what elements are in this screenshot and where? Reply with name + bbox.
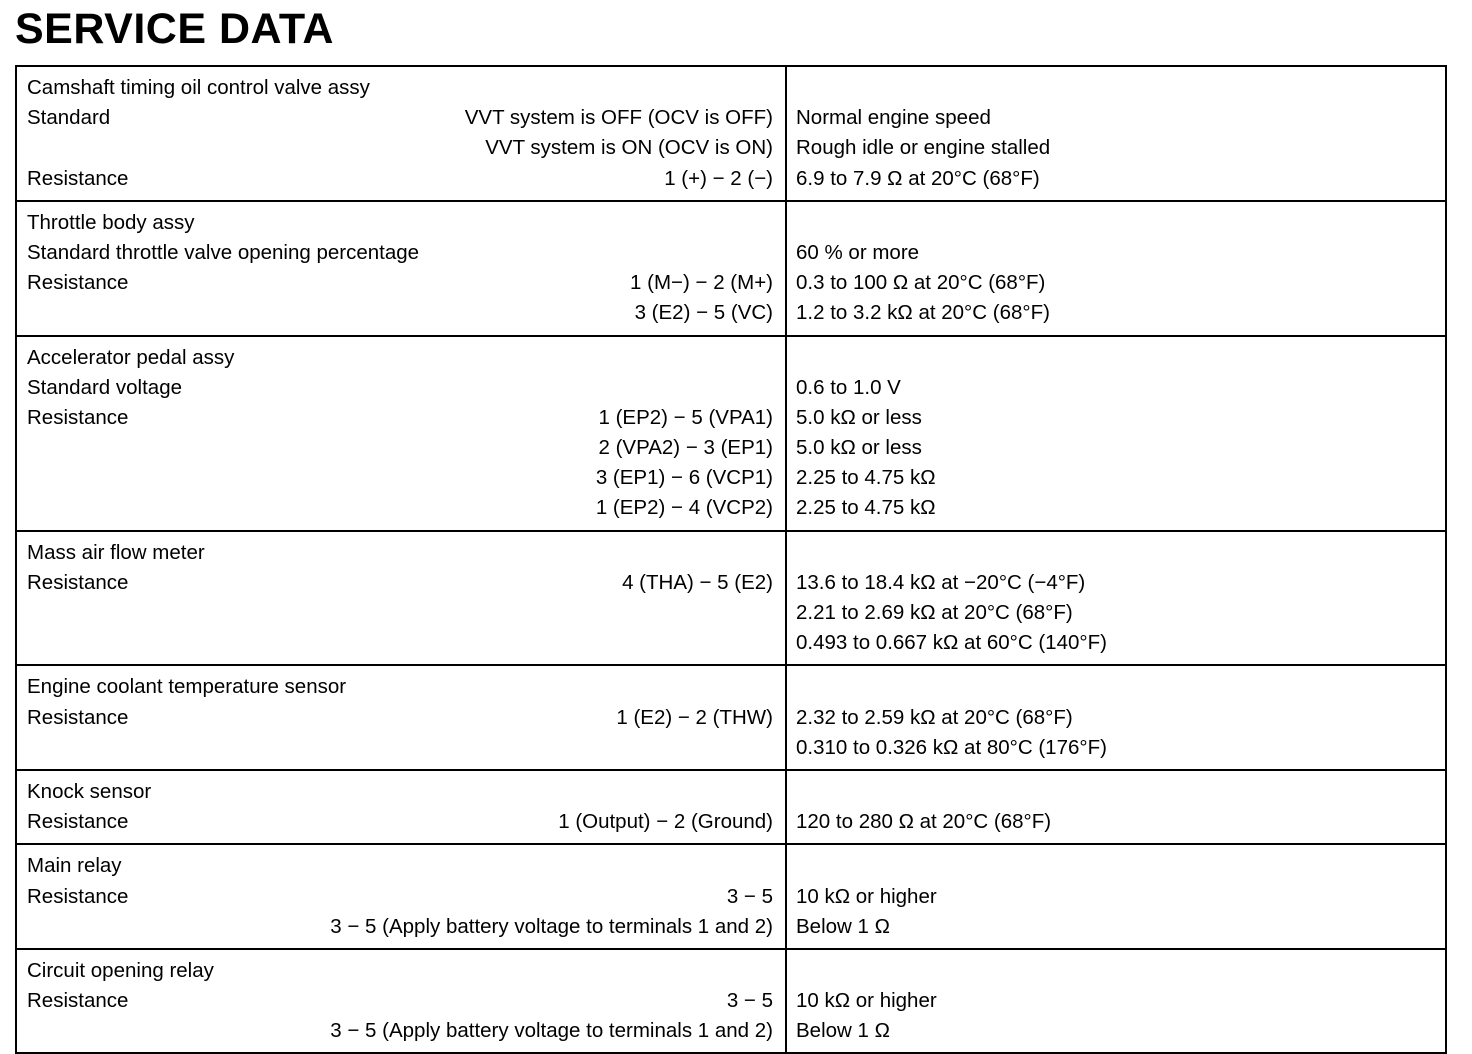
spec-row	[27, 1016, 773, 1046]
spec-value: 2.32 to 2.59 kΩ at 20°C (68°F)	[796, 705, 1073, 729]
spec-row	[27, 956, 773, 986]
test-condition: 4 (THA) − 5 (E2)	[622, 570, 773, 594]
spec-label: Standard throttle valve opening percentage	[27, 240, 420, 264]
spec-value-cell	[786, 201, 1446, 336]
spec-value-cell	[786, 336, 1446, 531]
page-title: SERVICE DATA	[15, 5, 334, 53]
test-condition: 3 (EP1) − 6 (VCP1)	[595, 466, 773, 490]
spec-label: Resistance	[27, 884, 129, 908]
test-condition: 1 (+) − 2 (−)	[664, 166, 773, 190]
spec-row	[27, 463, 773, 493]
component-name: Camshaft timing oil control valve assy	[27, 76, 370, 99]
spec-row	[27, 568, 773, 598]
spec-value: 0.310 to 0.326 kΩ at 80°C (176°F)	[796, 735, 1107, 759]
spec-value	[796, 956, 1433, 986]
spec-row	[27, 238, 773, 268]
spec-value	[796, 343, 1433, 373]
spec-row	[27, 298, 773, 328]
spec-section	[16, 844, 1446, 949]
spec-value: 120 to 280 Ω at 20°C (68°F)	[796, 810, 1052, 834]
spec-value: 0.3 to 100 Ω at 20°C (68°F)	[796, 271, 1046, 295]
spec-value: 0.6 to 1.0 V	[796, 375, 901, 399]
spec-row	[27, 703, 773, 733]
spec-value	[796, 538, 1433, 568]
spec-value-cell	[786, 770, 1446, 844]
spec-value-cell	[786, 66, 1446, 201]
spec-row	[27, 538, 773, 568]
spec-label: Resistance	[27, 405, 129, 429]
component-name: Throttle body assy	[27, 210, 195, 234]
spec-value-cell	[786, 531, 1446, 666]
test-condition: VVT system is ON (OCV is ON)	[485, 136, 773, 160]
component-name: Engine coolant temperature sensor	[27, 675, 347, 699]
test-condition: 3 (E2) − 5 (VC)	[634, 301, 773, 325]
spec-label: Resistance	[27, 810, 129, 834]
spec-row	[27, 672, 773, 702]
spec-value: 10 kΩ or higher	[796, 989, 937, 1013]
test-condition: 3 − 5	[726, 989, 773, 1013]
spec-label: Standard	[27, 106, 111, 130]
spec-row	[27, 598, 773, 628]
spec-section	[16, 201, 1446, 336]
test-condition: 2 (VPA2) − 3 (EP1)	[598, 436, 773, 460]
spec-value	[796, 777, 1433, 807]
spec-value: 5.0 kΩ or less	[796, 436, 922, 460]
spec-value: Below 1 Ω	[796, 914, 890, 938]
spec-value	[796, 851, 1433, 881]
spec-row	[27, 403, 773, 433]
spec-section	[16, 66, 1446, 201]
spec-label: Resistance	[27, 570, 129, 594]
spec-value	[796, 672, 1433, 702]
component-name: Accelerator pedal assy	[27, 345, 235, 369]
spec-item-cell	[16, 336, 786, 531]
spec-value: Below 1 Ω	[796, 1019, 890, 1043]
spec-section	[16, 949, 1446, 1054]
spec-value-cell	[786, 949, 1446, 1054]
spec-value: 13.6 to 18.4 kΩ at −20°C (−4°F)	[796, 570, 1086, 594]
spec-item-cell	[16, 770, 786, 844]
spec-row	[27, 807, 773, 837]
spec-item-cell	[16, 66, 786, 201]
spec-label: Standard voltage	[27, 375, 183, 399]
test-condition: 3 − 5 (Apply battery voltage to terminals 1 and 2)	[330, 1019, 773, 1043]
test-condition: 1 (EP2) − 5 (VPA1)	[598, 405, 773, 429]
spec-row	[27, 73, 773, 103]
spec-row	[27, 164, 773, 194]
spec-value: 2.21 to 2.69 kΩ at 20°C (68°F)	[796, 601, 1073, 624]
spec-row	[27, 882, 773, 912]
test-condition: 1 (Output) − 2 (Ground)	[558, 810, 773, 834]
spec-label: Resistance	[27, 989, 129, 1013]
spec-value: 5.0 kΩ or less	[796, 405, 922, 429]
spec-row	[27, 777, 773, 807]
spec-value: 6.9 to 7.9 Ω at 20°C (68°F)	[796, 166, 1040, 190]
spec-item-cell	[16, 949, 786, 1054]
test-condition: 3 − 5 (Apply battery voltage to terminals 1 and 2)	[330, 914, 773, 938]
spec-label: Resistance	[27, 166, 129, 190]
spec-label: Resistance	[27, 271, 129, 295]
spec-section	[16, 336, 1446, 531]
spec-row	[27, 208, 773, 238]
spec-section	[16, 531, 1446, 666]
spec-value-cell	[786, 665, 1446, 770]
spec-section	[16, 770, 1446, 844]
spec-item-cell	[16, 531, 786, 666]
spec-section	[16, 665, 1446, 770]
test-condition: 1 (E2) − 2 (THW)	[616, 705, 773, 729]
component-name: Main relay	[27, 854, 122, 878]
spec-row	[27, 268, 773, 298]
spec-row	[27, 851, 773, 881]
spec-value	[796, 73, 1433, 103]
test-condition: 1 (M−) − 2 (M+)	[630, 271, 773, 295]
spec-value: 2.25 to 4.75 kΩ	[796, 496, 936, 520]
service-data-table	[15, 65, 1447, 1054]
spec-row	[27, 986, 773, 1016]
spec-row	[27, 733, 773, 763]
spec-item-cell	[16, 665, 786, 770]
spec-row	[27, 343, 773, 373]
spec-value: Rough idle or engine stalled	[796, 136, 1051, 160]
spec-value: 60 % or more	[796, 240, 920, 264]
spec-row	[27, 133, 773, 163]
spec-row	[27, 493, 773, 523]
spec-row	[27, 433, 773, 463]
spec-value-cell	[786, 844, 1446, 949]
component-name: Circuit opening relay	[27, 958, 214, 982]
spec-item-cell	[16, 201, 786, 336]
test-condition: 3 − 5	[726, 884, 773, 908]
spec-value: 10 kΩ or higher	[796, 884, 937, 908]
spec-value: 1.2 to 3.2 kΩ at 20°C (68°F)	[796, 301, 1050, 325]
spec-row	[27, 373, 773, 403]
spec-item-cell	[16, 844, 786, 949]
spec-value: Normal engine speed	[796, 106, 991, 130]
spec-row	[27, 628, 773, 658]
spec-row	[27, 912, 773, 942]
component-name: Knock sensor	[27, 779, 152, 803]
spec-value: 2.25 to 4.75 kΩ	[796, 466, 936, 490]
component-name: Mass air flow meter	[27, 540, 205, 564]
spec-row	[27, 103, 773, 133]
test-condition: VVT system is OFF (OCV is OFF)	[464, 106, 773, 130]
spec-value: 0.493 to 0.667 kΩ at 60°C (140°F)	[796, 631, 1107, 655]
spec-label: Resistance	[27, 705, 129, 729]
test-condition: 1 (EP2) − 4 (VCP2)	[595, 496, 773, 520]
spec-value	[796, 208, 1433, 238]
